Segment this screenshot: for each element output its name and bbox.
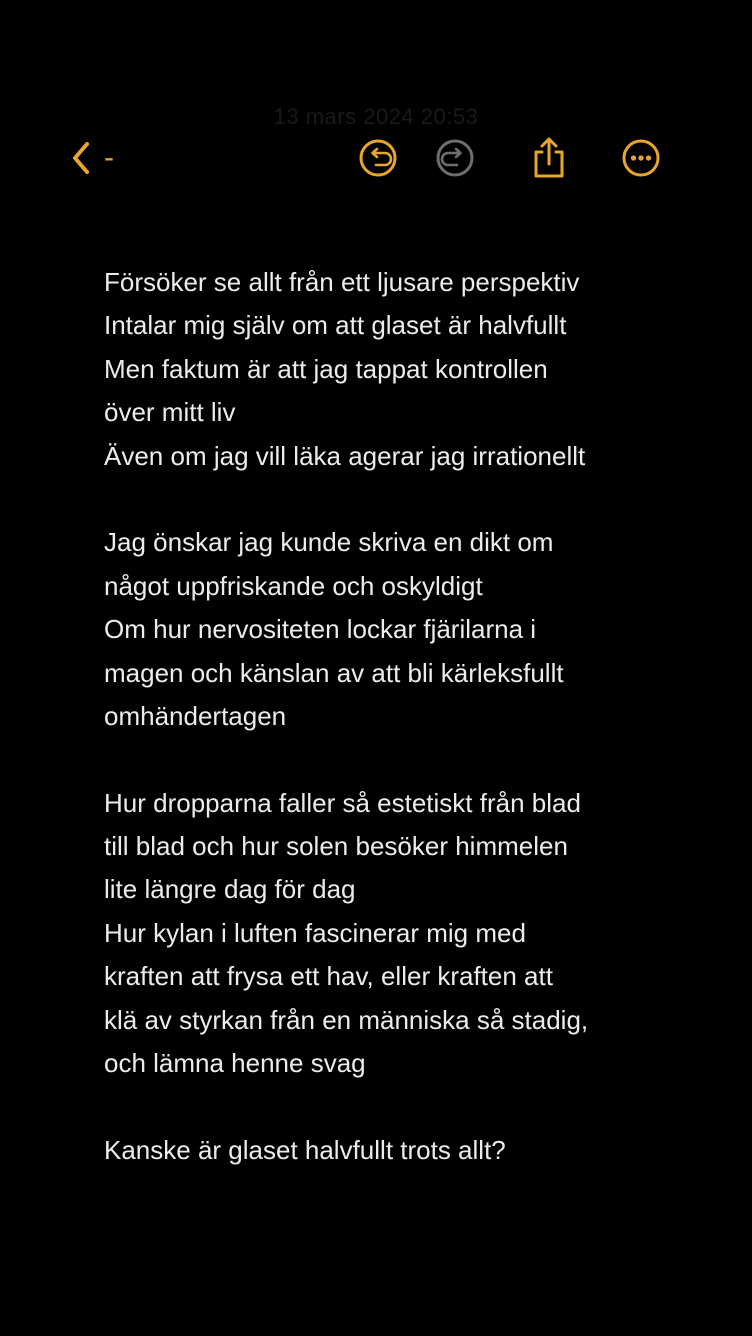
share-icon — [530, 136, 568, 185]
note-line: Om hur nervositeten lockar fjärilarna i — [104, 614, 537, 645]
more-options-button[interactable] — [614, 130, 668, 190]
note-line: klä av styrkan från en människa så stadig, — [104, 1004, 589, 1035]
note-line: Försöker se allt från ett ljusare perspektiv — [104, 267, 580, 297]
note-blank-line — [104, 478, 664, 521]
note-line: Jag önskar jag kunde skriva en dikt om — [104, 527, 554, 558]
ellipsis-circle-icon — [621, 138, 661, 183]
chevron-left-icon — [70, 141, 92, 180]
note-text-area[interactable] — [104, 261, 664, 1172]
undo-button[interactable] — [352, 130, 404, 190]
note-line: Intalar mig själv om att glaset är halvfullt — [104, 310, 567, 341]
share-button[interactable] — [522, 130, 576, 190]
note-line: kraften att frysa ett hav, eller kraften att — [104, 961, 553, 992]
note-line: över mitt liv — [104, 397, 236, 428]
undo-circle-icon — [358, 138, 398, 183]
note-line: lite längre dag för dag — [104, 874, 356, 905]
note-line: till blad och hur solen besöker himmelen — [104, 831, 568, 862]
note-line: Kanske är glaset halvfullt trots allt? — [104, 1134, 506, 1165]
back-button[interactable] — [70, 130, 140, 190]
note-line: Även om jag vill läka agerar jag irrationellt — [104, 440, 586, 471]
note-line: Hur kylan i luften fascinerar mig med — [104, 917, 526, 948]
note-line: något uppfriskande och oskyldigt — [104, 570, 483, 601]
note-line: magen och känslan av att bli kärleksfullt — [104, 657, 564, 688]
note-line: Men faktum är att jag tappat kontrollen — [104, 353, 548, 384]
note-date-faded: 13 mars 2024 20:53 — [273, 104, 479, 129]
note-blank-line — [104, 1085, 664, 1128]
note-line: och lämna henne svag — [104, 1048, 366, 1079]
back-label: - — [104, 141, 114, 174]
redo-circle-icon — [435, 138, 475, 183]
redo-button[interactable] — [429, 130, 481, 190]
navigation-toolbar — [0, 130, 752, 190]
note-line: omhändertagen — [104, 700, 287, 731]
note-line: Hur dropparna faller så estetiskt från blad — [104, 787, 581, 818]
note-blank-line — [104, 738, 664, 781]
